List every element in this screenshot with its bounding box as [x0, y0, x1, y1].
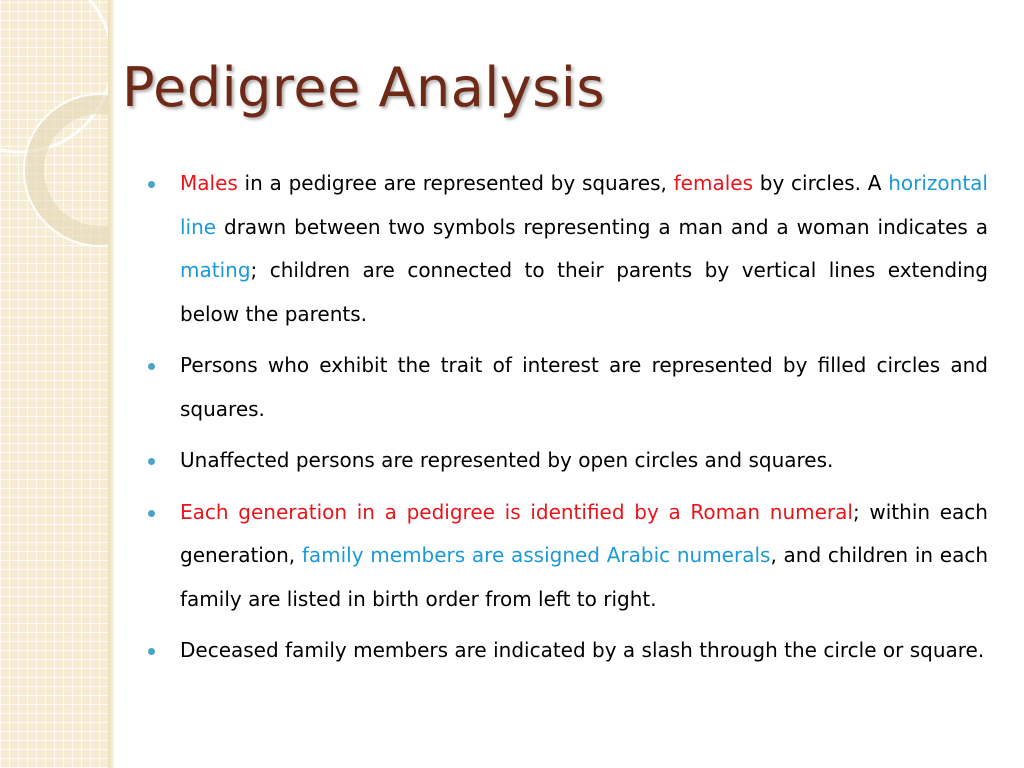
emphasis-males: Males — [180, 171, 238, 195]
list-item — [148, 439, 988, 483]
page-title: Pedigree Analysis — [122, 56, 606, 119]
text-run: drawn between two symbols representing a man and a woman indicates a — [216, 214, 988, 239]
text-run: , and children in each family are listed in birth order from left to right. — [180, 543, 988, 611]
sidebar-edge — [108, 0, 114, 768]
list-item — [148, 162, 988, 336]
emphasis-generation: Each generation in a pedigree is identified by a Roman numeral — [180, 499, 853, 524]
list-item — [148, 344, 988, 431]
text-run: ; within each generation, — [180, 499, 988, 567]
decorative-sidebar — [0, 0, 112, 768]
decorative-arcs — [0, 0, 112, 768]
bullet-dot-icon — [148, 181, 155, 188]
text-run: Unaffected persons are represented by open circles and squares. — [180, 448, 834, 472]
list-item — [148, 491, 988, 622]
emphasis-horizontal-line: horizontal line — [180, 171, 988, 239]
emphasis-females: females — [673, 171, 753, 195]
text-run: Deceased family members are indicated by a slash through the circle or square. — [180, 638, 985, 662]
arc-thick — [34, 104, 112, 236]
bullet-list — [148, 162, 988, 681]
text-run: Persons who exhibit the trait of interest are represented by filled circles and squares. — [180, 353, 988, 421]
emphasis-mating: mating — [180, 258, 251, 282]
text-run: in a pedigree are represented by squares, — [237, 171, 674, 195]
bullet-dot-icon — [148, 458, 155, 465]
bullet-dot-icon — [148, 363, 155, 370]
bullet-dot-icon — [148, 648, 155, 655]
emphasis-arabic-numerals: family members are assigned Arabic numerals — [301, 543, 771, 567]
list-item — [148, 629, 988, 673]
bullet-dot-icon — [148, 510, 155, 517]
text-run: ; children are connected to their parents by vertical lines extending below the parents. — [180, 258, 988, 326]
text-run: by circles. A — [753, 171, 889, 195]
